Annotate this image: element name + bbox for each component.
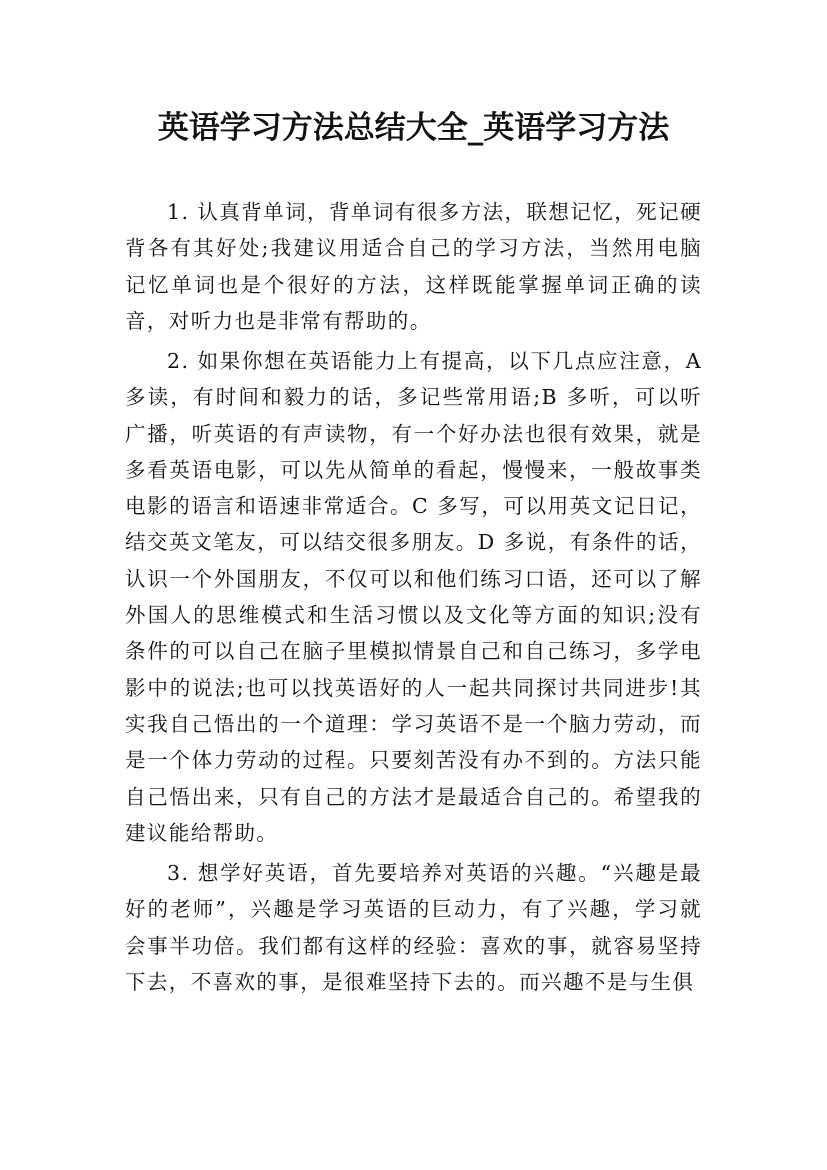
paragraph-1: 1. 认真背单词，背单词有很多方法，联想记忆，死记硬背各有其好处;我建议用适合自己的学习方法，当然用电脑记忆单词也是个很好的方法，这样既能掌握单词正确的读音，对听力也是非常有帮助的。 (125, 200, 702, 333)
document-title: 英语学习方法总结大全_英语学习方法 (157, 110, 670, 146)
paragraph-3: 3. 想学好英语，首先要培养对英语的兴趣。“兴趣是最好的老师”，兴趣是学习英语的巨动力，有了兴趣，学习就会事半功倍。我们都有这样的经验：喜欢的事，就容易坚持下去，不喜欢的事，是很难坚持下去的。而兴趣不是与生俱 (125, 860, 702, 994)
paragraph-2: 2. 如果你想在英语能力上有提高，以下几点应注意，A 多读，有时间和毅力的话，多记些常用语;B 多听，可以听广播，听英语的有声读物，有一个好办法也很有效果，就是多看英语电影，可以先从简单的看起，慢慢来，一般故事类电影的语言和语速非常适合。C 多写，可以用英文记日记，结交英文笔友，可以结交很多朋友。D 多说，有条件的话，认识一个外国朋友，不仅可以和他们练习口语，还可以了解外国人的思维模式和生活习惯以及文化等方面的知识;没有条件的可以自己在脑子里模拟情景自己和自己练习，多学电影中的说法;也可以找英语好的人一起共同探讨共同进步!其实我自己悟出的一个道理：学习英语不是一个脑力劳动，而是一个体力劳动的过程。只要刻苦没有办不到的。方法只能自己悟出来，只有自己的方法才是最适合自己的。希望我的建议能给帮助。 (125, 348, 702, 845)
document-body (125, 194, 702, 1004)
